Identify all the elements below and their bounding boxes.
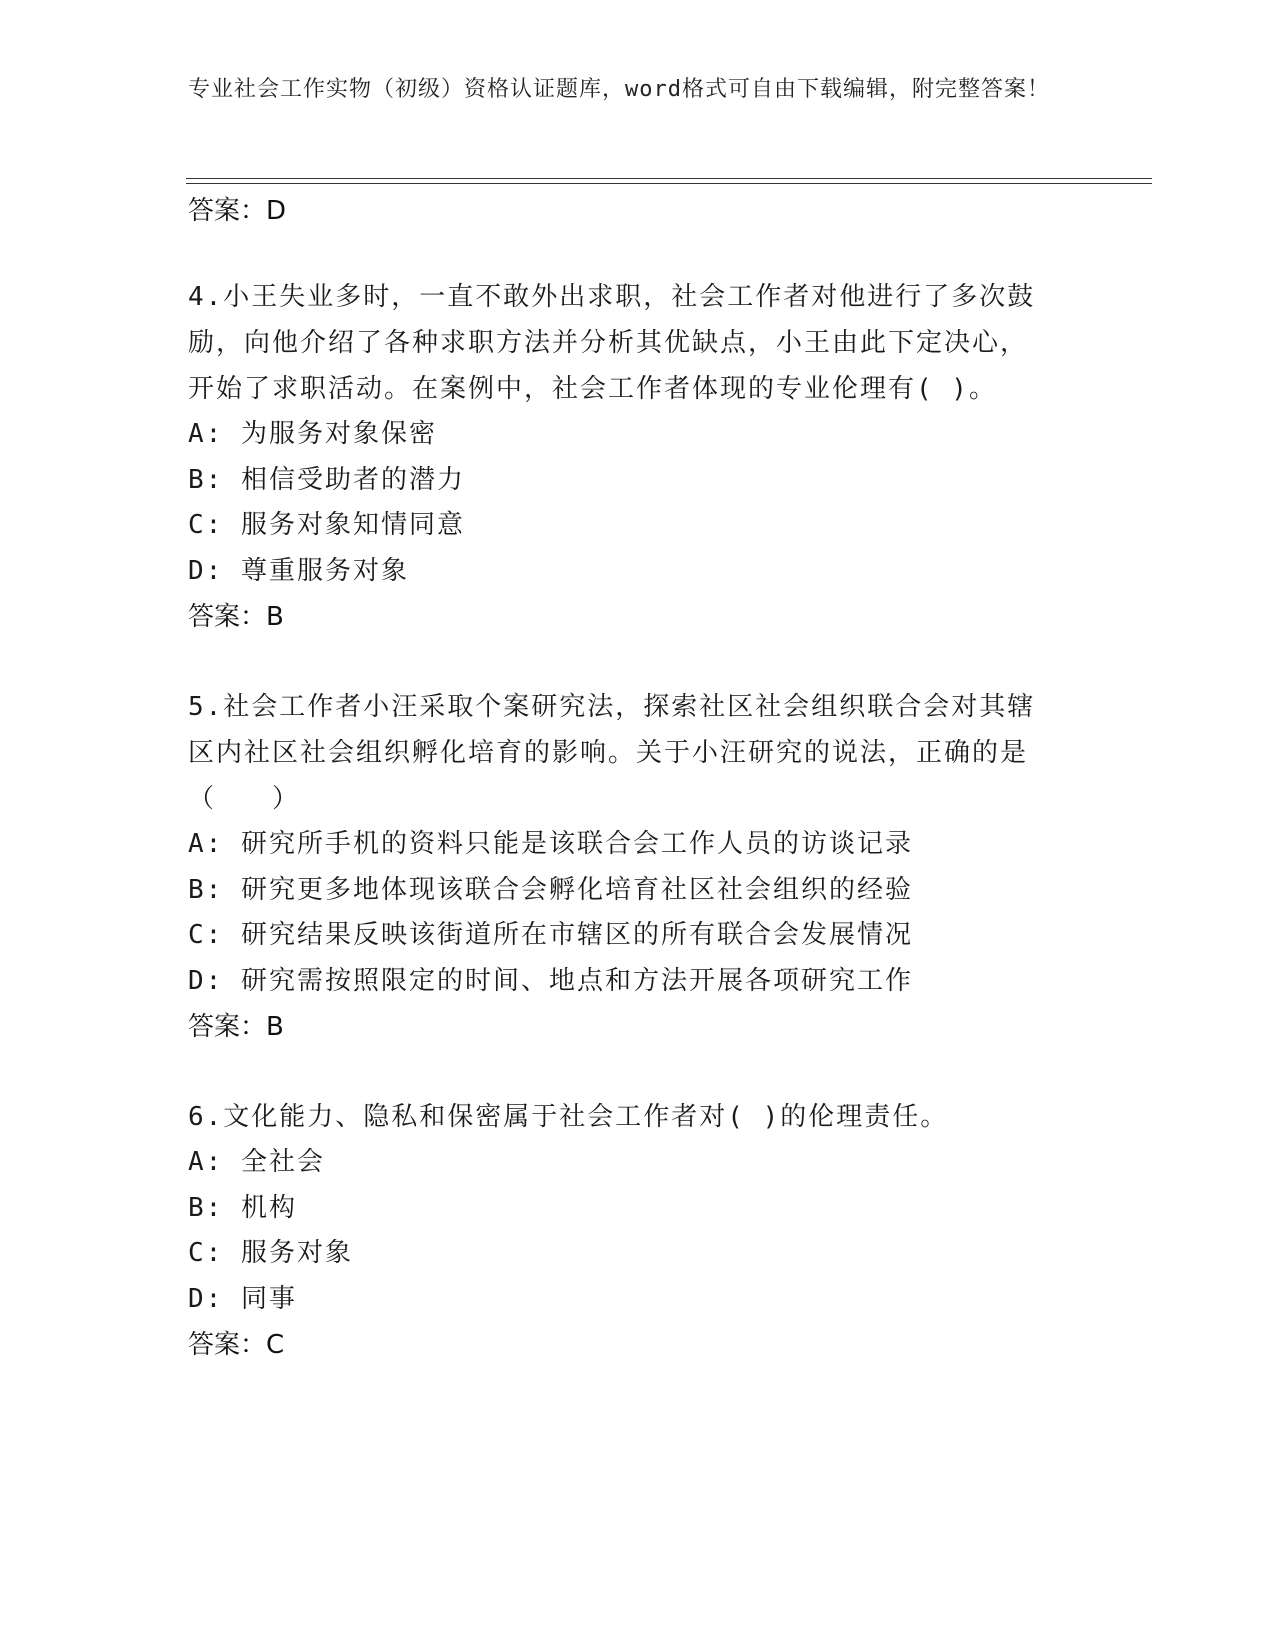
question-text: 6.文化能力、隐私和保密属于社会工作者对( )的伦理责任。 (188, 1102, 949, 1132)
header-divider-top (186, 178, 1152, 179)
question-list (188, 188, 1088, 1412)
answer-label: 答案：B (188, 1012, 284, 1042)
previous-answer: 答案：D (188, 196, 287, 226)
answer-label: 答案：C (188, 1330, 285, 1360)
question-6 (188, 1094, 1088, 1368)
question-5 (188, 684, 1088, 1050)
option-a: A: 研究所手机的资料只能是该联合会工作人员的访谈记录 (188, 829, 913, 859)
option-a: A: 全社会 (188, 1147, 325, 1177)
question-text: 5.社会工作者小汪采取个案研究法，探索社区社会组织联合会对其辖 区内社区社会组织孵化培育的影响。关于小汪研究的说法，正确的是 （ ） (188, 692, 1036, 814)
option-d: D: 同事 (188, 1283, 297, 1314)
option-d: D: 尊重服务对象 (188, 555, 409, 586)
option-b: B: 机构 (188, 1192, 297, 1223)
question-text: 4.小王失业多时，一直不敢外出求职，社会工作者对他进行了多次鼓 励，向他介绍了各种求职方法并分析其优缺点，小王由此下定决心， 开始了求职活动。在案例中，社会工作者体现的专业伦理有( )。 (188, 282, 1036, 404)
option-d: D: 研究需按照限定的时间、地点和方法开展各项研究工作 (188, 965, 913, 996)
question-4 (188, 274, 1088, 640)
answer-label: 答案：B (188, 602, 284, 632)
option-c: C: 研究结果反映该街道所在市辖区的所有联合会发展情况 (188, 920, 913, 950)
option-c: C: 服务对象 (188, 1238, 353, 1268)
option-c: C: 服务对象知情同意 (188, 510, 465, 540)
page-header-text: 专业社会工作实物（初级）资格认证题库，word格式可自由下载编辑，附完整答案！ (188, 77, 1050, 102)
option-b: B: 相信受助者的潜力 (188, 464, 465, 495)
option-b: B: 研究更多地体现该联合会孵化培育社区社会组织的经验 (188, 874, 913, 905)
option-a: A: 为服务对象保密 (188, 419, 437, 449)
header-divider-bottom (186, 183, 1152, 184)
